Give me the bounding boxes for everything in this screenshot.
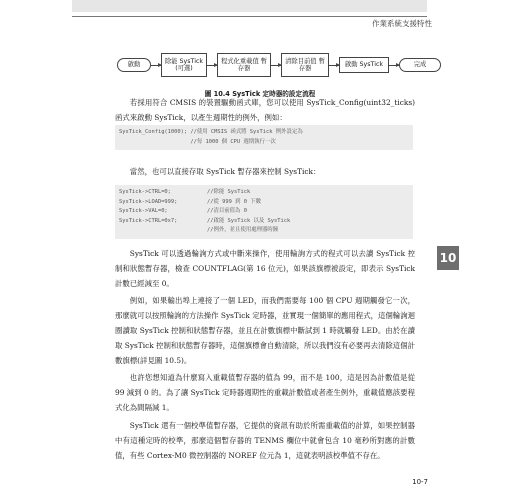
page-number: 10-7 [412, 478, 428, 486]
code-line [119, 128, 409, 138]
code-comment: //清目前值為 0 [207, 208, 247, 214]
code-line [119, 226, 409, 236]
figure-caption: 圖 10.4 SysTick 定時器的設定流程 [204, 90, 316, 98]
flow-step-reload: 程式化重載值 暫存器 [217, 53, 271, 77]
code-block-2 [115, 185, 413, 239]
flow-arrow [207, 65, 217, 66]
flow-arrow [329, 65, 339, 66]
flow-arrow [151, 65, 161, 66]
paragraph: SysTick 可以透過輪詢方式或中斷來操作，使用輪詢方式的程式可以去讀 SysTick 控制和狀態暫存器，檢查 COUNTFLAG(第 16 位元)，如果該旗標被設定，即表示 SysTick 計數已經減至 0。 [115, 249, 415, 288]
code-text: SysTick_Config(1000); //使用 CMSIS 函式將 SysTick 例外設定為 [119, 129, 303, 135]
code-comment: //除能 SysTick [207, 189, 251, 195]
code-text [119, 226, 207, 236]
flow-arrow [389, 65, 399, 66]
paragraph: 若採用符合 CMSIS 的裝置驅動函式庫，您可以使用 SysTick_Config(uint32_ticks)函式來啟動 SysTick，以產生週期性的例外，例如： [115, 98, 415, 122]
flow-start: 啟動 [117, 58, 151, 72]
flow-arrow [271, 65, 281, 66]
code-line [119, 207, 409, 217]
flow-step-disable: 除能 SysTick (可選) [161, 53, 207, 77]
paragraph: SysTick 還有一個校準值暫存器，它提供的資訊有助於所需重載值的計算，如果控制器中有這種定時的校準，那麼這個暫存器的 TENMS 欄位中就會包含 10 毫秒所對應的計數值，有些 Cortex-M0 微控制器的 NOREF 位元為 1，這就表明該校準值不存在。 [115, 421, 415, 460]
code-comment: //從 999 到 0 下數 [207, 198, 262, 205]
paragraph: 也許您想知道為什麼寫入重載值暫存器的值為 99，而不是 100，這是因為計數值是從 99 減到 0 的。為了讓 SysTick 定時器週期性的重載計數值或者產生例外，重載值應該要程式化為間隔減 1。 [115, 373, 415, 412]
flow-step-clear: 清除目前值 暫存器 [281, 53, 329, 77]
flow-end: 完成 [399, 58, 441, 72]
code-line [119, 198, 409, 208]
code-text: SysTick->LOAD=999; [119, 198, 178, 205]
code-comment: //例外，並且使用處理器時鐘 [207, 227, 279, 233]
section-title: 作業系統支援特性 [372, 19, 432, 28]
code-text: SysTick->VAL=0; [119, 208, 168, 214]
code-line [119, 217, 409, 227]
code-text: SysTick->CTRL=0x7; [119, 217, 178, 224]
paragraph: 例如，如果輸出埠上連接了一個 LED，而我們需要每 100 個 CPU 週期觸發它一次，那麼就可以按照輪詢的方法操作 SysTick 定時器，並實現一個簡單的應用程式，這個輪詢迴圈讀取 SysTick 控制和狀態暫存器，並且在計數旗標中斷試到 1 時就觸發 LED。由於在讀取 SysTick 控制和狀態暫存器時，這個旗標會自動清除，所以我們沒有必要再去清除這個計數旗標(詳見圖 10.5)。 [115, 296, 415, 365]
chapter-tab: 10 [437, 246, 459, 270]
header-rule [72, 16, 427, 17]
code-line [119, 138, 409, 148]
header-bar [72, 0, 427, 12]
paragraph: 當然，也可以直接存取 SysTick 暫存器來控制 SysTick： [129, 167, 321, 176]
code-line [119, 188, 409, 198]
code-block-1 [115, 125, 413, 150]
flowchart [115, 52, 445, 82]
code-text: SysTick->CTRL=0; [119, 189, 171, 195]
code-text: //每 1000 個 CPU 週期執行一次 [119, 138, 276, 145]
code-comment: //啟能 SysTick 以及 SysTick [207, 217, 291, 224]
flow-step-enable: 啟動 SysTick [339, 57, 389, 73]
